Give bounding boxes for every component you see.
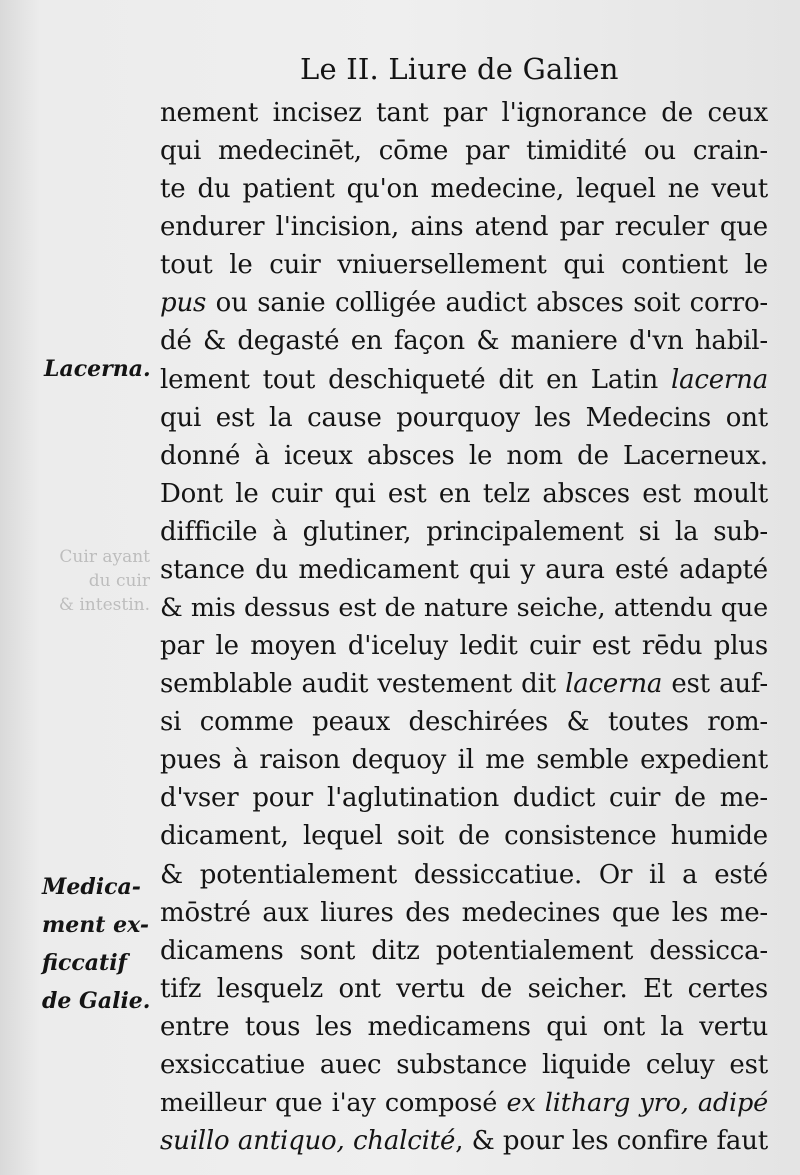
text-segment: stance du medicament qui y aura esté adapté bbox=[160, 554, 768, 585]
text-line bbox=[160, 932, 768, 970]
text-segment: endurer l'incision, ains atend par reculer que bbox=[160, 212, 768, 243]
text-line bbox=[160, 284, 768, 322]
text-segment: nement incisez tant par l'ignorance de ceux bbox=[160, 98, 768, 128]
italic-text: ex litharg yro, adipé bbox=[506, 1088, 768, 1119]
ghost-line: & intestin. bbox=[58, 595, 150, 615]
text-segment: Dont le cuir qui est en telz absces est moult bbox=[160, 478, 768, 509]
text-line bbox=[160, 322, 768, 360]
text-segment: pues à raison dequoy il me semble expedient bbox=[160, 745, 768, 776]
text-segment: semblable audit vestement dit bbox=[160, 669, 566, 700]
text-segment: d'vser pour l'aglutination dudict cuir de me- bbox=[160, 783, 768, 814]
italic-text: lacerna bbox=[565, 669, 663, 700]
text-segment: difficile à glutiner, principalement si la sub- bbox=[160, 516, 768, 547]
text-line bbox=[160, 1008, 768, 1046]
italic-text: suillo antiquo, chalcité bbox=[160, 1126, 456, 1157]
text-line bbox=[160, 703, 768, 741]
text-segment: qui medecinēt, cōme par timidité ou crain- bbox=[160, 136, 768, 167]
text-line bbox=[160, 627, 768, 665]
text-line bbox=[160, 475, 768, 513]
text-segment: tifz lesquelz ont vertu de seicher. Et certes bbox=[160, 973, 768, 1004]
main-text-block bbox=[160, 94, 768, 1160]
text-segment: si comme peaux deschirées & toutes rom- bbox=[160, 707, 768, 738]
text-segment: mōstré aux liures des medecines que les me- bbox=[160, 897, 768, 928]
italic-text: lacerna bbox=[670, 364, 768, 395]
text-segment: dé & degasté en façon & maniere d'vn habil- bbox=[160, 326, 768, 357]
margin-note-line: ficcatif bbox=[42, 950, 128, 977]
margin-note-medicament bbox=[42, 868, 150, 1020]
margin-note-line: Medica- bbox=[42, 874, 141, 900]
text-segment: ou sanie colligée audict absces soit corro- bbox=[206, 288, 768, 319]
text-segment: tout le cuir vniuersellement qui contient le bbox=[160, 250, 768, 281]
ghost-line: Cuir ayant bbox=[59, 547, 150, 567]
text-segment: exsiccatiue auec substance liquide celuy est bbox=[160, 1049, 768, 1080]
running-head: Le II. Liure de Galien bbox=[300, 52, 619, 86]
text-segment: lement tout deschiqueté dit en Latin bbox=[160, 364, 671, 395]
text-segment: qui est la cause pourquoy les Medecins ont bbox=[160, 402, 768, 433]
text-line bbox=[160, 361, 768, 399]
text-line bbox=[160, 437, 768, 475]
text-line bbox=[160, 513, 768, 551]
bleed-through-margin-text bbox=[40, 545, 150, 617]
text-segment: entre tous les medicamens qui ont la vertu bbox=[160, 1011, 768, 1042]
ghost-line: du cuir bbox=[88, 571, 150, 591]
margin-note-line: ment ex- bbox=[42, 912, 149, 939]
text-segment: & potentialement dessiccatiue. Or il a esté bbox=[160, 859, 768, 890]
text-line bbox=[160, 170, 768, 208]
text-segment: dicament, lequel soit de consistence humide bbox=[160, 821, 768, 852]
margin-note-line: de Galie. bbox=[42, 988, 151, 1015]
text-line bbox=[160, 856, 768, 894]
text-line bbox=[160, 741, 768, 779]
text-line bbox=[160, 894, 768, 932]
text-line bbox=[160, 779, 768, 817]
text-line bbox=[160, 1084, 768, 1122]
text-segment: meilleur que i'ay composé bbox=[160, 1088, 507, 1119]
text-line bbox=[160, 665, 768, 703]
text-line bbox=[160, 970, 768, 1008]
margin-note-lacerna: Lacerna. bbox=[44, 356, 151, 382]
text-segment: par le moyen d'iceluy ledit cuir est rēdu plus bbox=[160, 631, 768, 662]
text-line bbox=[160, 132, 768, 170]
text-line bbox=[160, 246, 768, 284]
text-segment: dicamens sont ditz potentialement dessicca- bbox=[160, 935, 768, 966]
text-line bbox=[160, 208, 768, 246]
text-line bbox=[160, 94, 768, 132]
text-segment: & mis dessus est de nature seiche, attendu que bbox=[160, 593, 768, 624]
italic-text: pus bbox=[160, 288, 207, 319]
text-line bbox=[160, 1122, 768, 1160]
text-line bbox=[160, 1046, 768, 1084]
text-line bbox=[160, 817, 768, 855]
text-segment: te du patient qu'on medecine, lequel ne veut bbox=[160, 174, 768, 205]
text-line bbox=[160, 551, 768, 589]
text-segment: donné à iceux absces le nom de Lacerneux. bbox=[160, 440, 768, 471]
text-line bbox=[160, 399, 768, 437]
text-segment: , & pour les confire faut bbox=[455, 1126, 768, 1157]
text-segment: est auf- bbox=[662, 669, 768, 700]
text-line bbox=[160, 589, 768, 627]
